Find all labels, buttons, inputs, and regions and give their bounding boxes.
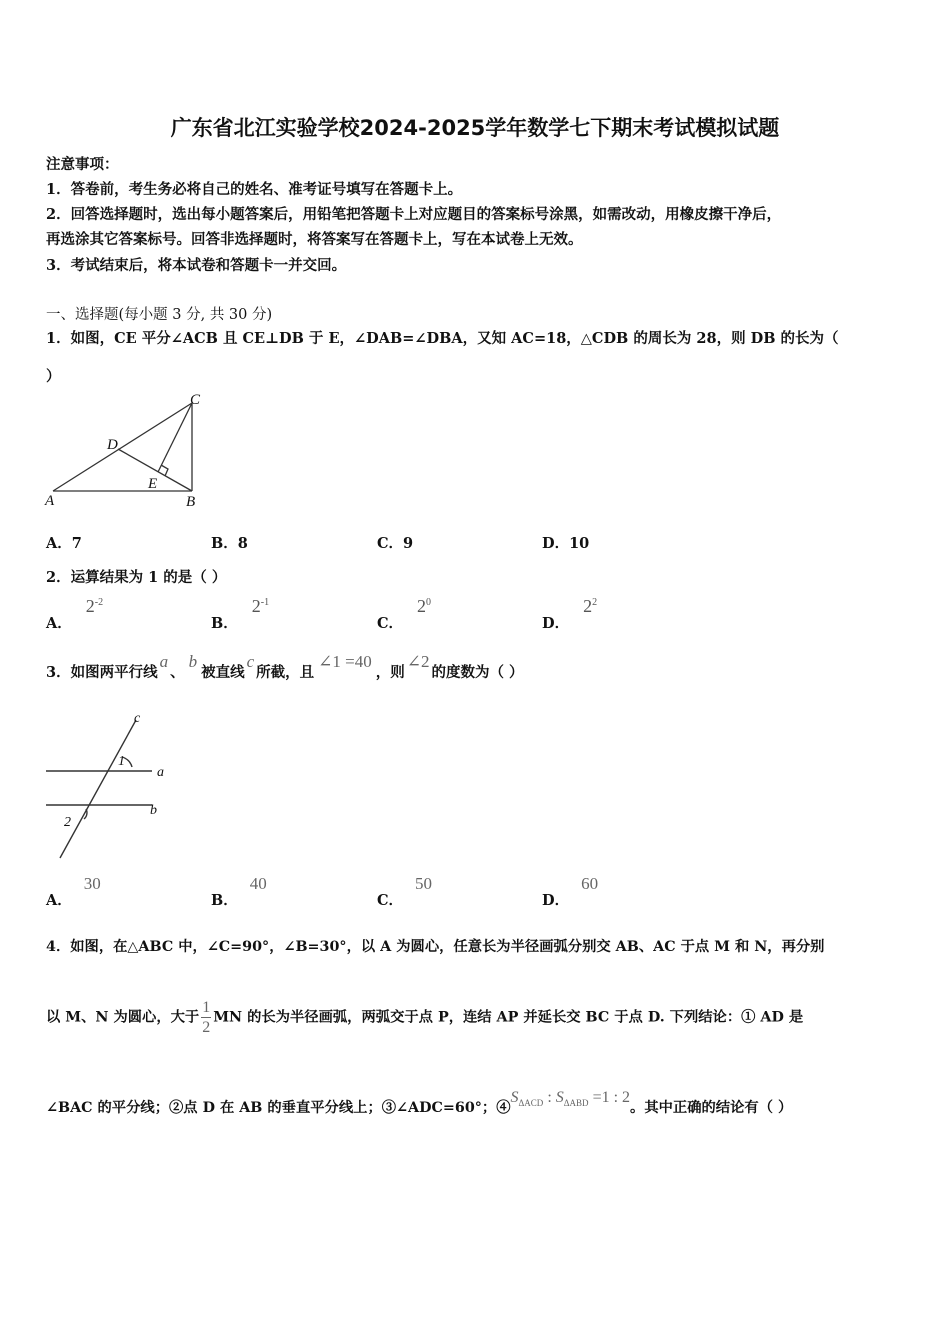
q3-option-d-value: 60	[581, 874, 599, 893]
q2-option-c-letter: C．	[377, 615, 404, 632]
q3-stem-part3: 所截，且	[256, 664, 315, 681]
q1-stem-end: ）	[46, 368, 61, 385]
q1-option-a[interactable]: A．7	[46, 535, 82, 552]
q3-angle2: ∠2	[406, 652, 430, 671]
q3-label-b: b	[150, 803, 157, 818]
q2-option-d-base: 2	[583, 596, 593, 616]
q3-label-c: c	[134, 711, 141, 726]
q3-option-b-value: 40	[249, 874, 267, 893]
q4-fraction	[201, 998, 211, 1037]
q3-stem	[46, 652, 524, 682]
q3-given-angle: ∠1 =40	[318, 652, 372, 671]
q4-stem-line3	[46, 1089, 793, 1118]
q3-stem-part4: ，则	[375, 664, 405, 681]
q4-line3-pre: ∠BAC 的平分线；②点 D 在 AB 的垂直平分线上；③∠ADC=60°；④	[46, 1100, 511, 1116]
q4-stem-line2	[46, 998, 803, 1037]
q4-line3-post: 。其中正确的结论有（ ）	[630, 1100, 793, 1116]
q2-option-a-base: 2	[85, 596, 95, 616]
q1-label-b: B	[186, 494, 196, 510]
q2-option-b-exp: -1	[260, 597, 270, 608]
notice-heading: 注意事项：	[46, 156, 119, 173]
q2-option-b[interactable]	[211, 596, 270, 632]
q2-stem: 2．运算结果为 1 的是（ ）	[46, 569, 227, 586]
q2-option-a[interactable]	[46, 596, 104, 632]
q2-option-c-base: 2	[417, 596, 427, 616]
q3-label-angle2: 2	[64, 815, 71, 830]
q3-option-d-letter: D．	[542, 892, 570, 909]
q3-label-angle1: 1	[118, 754, 125, 769]
q3-option-a-value: 30	[83, 874, 101, 893]
section-heading: 一、选择题(每小题 3 分, 共 30 分)	[46, 307, 273, 323]
q2-option-c[interactable]	[377, 596, 432, 632]
q4-ratio-sub1: ΔACD	[518, 1098, 544, 1109]
q1-stem: 1．如图，CE 平分∠ACB 且 CE⊥DB 于 E，∠DAB=∠DBA，又知 AC=18，△CDB 的周长为 28，则 DB 的长为（	[46, 330, 839, 347]
q2-option-d-exp: 2	[592, 597, 598, 608]
q3-stem-part5: 的度数为（ ）	[431, 664, 524, 681]
q4-stem-line1: 4．如图，在△ABC 中，∠C=90°，∠B=30°，以 A 为圆心，任意长为半径画弧分别交 AB、AC 于点 M 和 N，再分别	[46, 939, 825, 955]
q3-label-a: a	[157, 765, 164, 780]
notice-item-3: 3．考试结束后，将本试卷和答题卡一并交回。	[46, 257, 347, 274]
notice-item-2-cont: 再选涂其它答案标号。回答非选择题时，将答案写在答题卡上，写在本试卷上无效。	[46, 231, 583, 248]
q4-ratio-colon: :	[543, 1089, 556, 1106]
notice-item-1: 1．答卷前，考生务必将自己的姓名、准考证号填写在答题卡上。	[46, 181, 463, 198]
q3-option-c[interactable]	[377, 873, 433, 909]
q1-label-e: E	[148, 476, 158, 492]
q1-option-c[interactable]: C．9	[377, 535, 414, 552]
q2-option-b-letter: B．	[211, 615, 238, 632]
q1-label-a: A	[45, 493, 55, 509]
q4-line2-post: MN 的长为半径画弧，两弧交于点 P，连结 AP 并延长交 BC 于点 D. 下列结论：① AD 是	[213, 1009, 804, 1026]
q4-line2-pre: 以 M、N 为圆心，大于	[46, 1009, 200, 1026]
q3-var-b: b	[188, 652, 198, 671]
q3-stem-part2: 被直线	[201, 664, 245, 681]
q3-option-a-letter: A．	[46, 892, 72, 909]
page-title: 广东省北江实验学校2024-2025学年数学七下期末考试模拟试题	[170, 116, 780, 140]
q2-option-d[interactable]	[542, 596, 598, 632]
q3-var-a: a	[159, 652, 169, 671]
notice-item-2: 2．回答选择题时，选出每小题答案后，用铅笔把答题卡上对应题目的答案标号涂黑，如需改动，用橡皮擦干净后，	[46, 206, 782, 223]
q3-option-a[interactable]	[46, 873, 101, 909]
q1-label-c: C	[190, 392, 201, 408]
q2-option-a-letter: A．	[46, 615, 72, 632]
q2-option-d-letter: D．	[542, 615, 570, 632]
q2-option-c-exp: 0	[426, 597, 432, 608]
q3-stem-part1: 3．如图两平行线	[46, 664, 158, 681]
q3-option-d[interactable]	[542, 873, 599, 909]
q4-frac-den: 2	[202, 1019, 211, 1036]
q4-ratio-s1: S	[510, 1089, 519, 1106]
q1-label-d: D	[107, 437, 118, 453]
q4-area-ratio	[510, 1089, 631, 1109]
q3-option-b[interactable]	[211, 873, 267, 909]
q3-var-c: c	[246, 652, 255, 671]
q1-option-d[interactable]: D．10	[542, 535, 590, 552]
q4-ratio-eq: =1 : 2	[588, 1089, 631, 1106]
q3-option-c-value: 50	[415, 874, 433, 893]
q4-ratio-s2: S	[555, 1089, 564, 1106]
q1-triangle-figure	[40, 388, 220, 513]
q1-option-b[interactable]: B．8	[211, 535, 248, 552]
q3-stem-sep: 、	[170, 664, 185, 681]
q3-parallel-lines-figure	[40, 705, 180, 865]
q2-option-a-exp: -2	[94, 597, 104, 608]
q3-option-c-letter: C．	[377, 892, 404, 909]
q3-option-b-letter: B．	[211, 892, 238, 909]
q4-ratio-sub2: ΔABD	[563, 1098, 589, 1109]
q4-frac-num: 1	[202, 999, 211, 1016]
q2-option-b-base: 2	[251, 596, 261, 616]
